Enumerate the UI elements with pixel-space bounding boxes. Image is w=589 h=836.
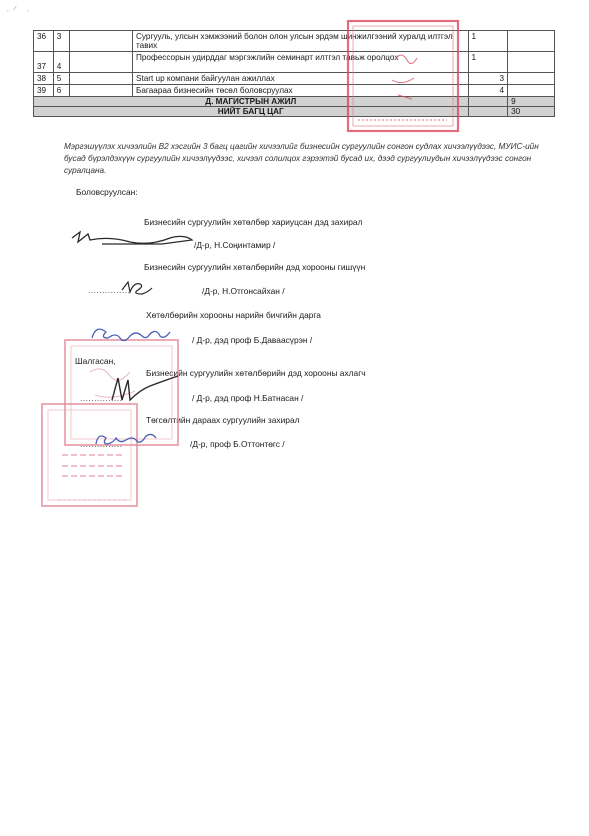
row-title: Start up компани байгуулан ажиллах <box>132 73 468 85</box>
row-title: Профессорын удирддаг мэргэжлийн семинарт илтгэл тавьж оролцох <box>132 52 468 73</box>
row-subnumber: 5 <box>53 73 70 85</box>
signatory-4-role: Бизнесийн сургуулийн хөтөлбөрийн дэд хорооны ахлагч <box>146 368 366 378</box>
row-subnumber: 3 <box>53 31 70 52</box>
signatory-2-dots: ............... <box>88 285 131 295</box>
summary-label: Д. МАГИСТРЫН АЖИЛ <box>34 97 469 107</box>
row-credit: 4 <box>468 85 508 97</box>
scan-corner-mark: ·ᐟ · <box>6 5 34 17</box>
row-number: 37 <box>34 52 54 73</box>
row-title: Сургууль, улсын хэмжээний болон олон улсын эрдэм шинжилгээний хуралд илтгэл тавих <box>132 31 468 52</box>
row-title: Багаараа бизнесийн төсөл боловсруулах <box>132 85 468 97</box>
row-number: 39 <box>34 85 54 97</box>
summary-value-2: 9 <box>508 97 555 107</box>
pink-rectangle-stamp <box>65 340 178 445</box>
signatory-3-role: Хөтөлбөрийн хорооны нарийн бичгийн дарга <box>146 310 321 320</box>
signatory-5-role: Төгсөлтийн дараах сургуулийн захирал <box>146 415 300 425</box>
prepared-by-label: Боловсруулсан: <box>76 187 138 197</box>
signatory-5-dots: ............... <box>80 439 123 449</box>
summary-value-2: 30 <box>508 107 555 117</box>
row-subnumber: 6 <box>53 85 70 97</box>
signature-3-scribble <box>92 329 170 340</box>
signatory-4-name: / Д-р, дэд проф Н.Батнасан / <box>192 393 304 403</box>
signatory-3-name: / Д-р, дэд проф Б.Даваасүрэн / <box>192 335 313 345</box>
signature-4-scribble <box>112 376 178 400</box>
row-credit: 3 <box>468 73 508 85</box>
row-credit: 1 <box>468 31 508 52</box>
signatory-2-name: /Д-р, Н.Отгонсайхан / <box>202 286 285 296</box>
row-number: 38 <box>34 73 54 85</box>
signatory-4-dots: ............... <box>80 393 123 403</box>
signatory-1-role: Бизнесийн сургуулийн хөтөлбөр хариуцсан дэд захирал <box>144 217 363 227</box>
row-number: 36 <box>34 31 54 52</box>
signatory-1-name: /Д-р, Н.Соңинтамир / <box>194 240 276 250</box>
university-seal-stamp <box>42 404 137 506</box>
signatory-5-name: /Д-р, проф Б.Оттонтөгс / <box>190 439 285 449</box>
row-subnumber: 4 <box>53 52 70 73</box>
checked-by-label: Шалгасан, <box>75 356 116 366</box>
row-credit: 1 <box>468 52 508 73</box>
red-approval-stamp <box>348 21 458 131</box>
elective-note: Мэргэшүүлэх хичээлийн B2 хэсгийн 3 багц цагийн хичээлийг бизнесийн сургуулийн сонгон судлах хичээлүүдээс, МУИС-ийн бусад бүрэлдэхүүн сургуулийн хичээлүүдээс, хичээл солилцох гэрээтэй бусад их, дээд сургуулиудын хичээлүүдээс сонгон суралцана. <box>64 142 539 175</box>
signature-1-scribble <box>72 232 192 244</box>
summary-label: НИЙТ БАГЦ ЦАГ <box>34 107 469 117</box>
signatory-2-role: Бизнесийн сургуулийн хөтөлбөрийн дэд хорооны гишүүн <box>144 262 366 272</box>
signature-2-scribble <box>122 282 152 294</box>
